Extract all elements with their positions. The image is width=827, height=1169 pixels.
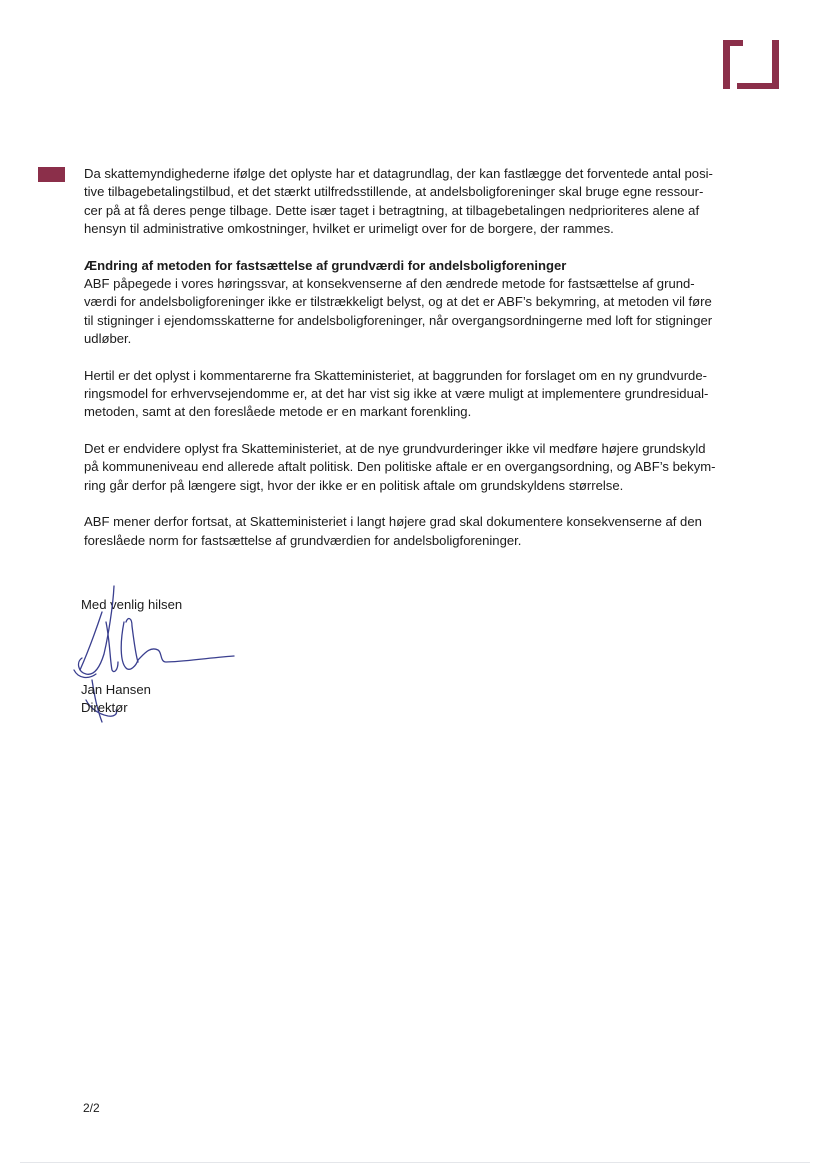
paragraph-4 — [84, 440, 724, 495]
text-line: hensyn til administrative omkostninger, hvilket er urimeligt over for de borgere, der rammes. — [84, 221, 614, 237]
text-line: cer på at få deres penge tilbage. Dette især taget i betragtning, at tilbagebetalingen nedprioriteres alene af — [84, 202, 700, 218]
text-line: foreslåede norm for fastsættelse af grundværdien for andelsboligforeninger. — [84, 532, 522, 548]
paragraph-3 — [84, 367, 724, 422]
text-line: udløber. — [84, 331, 132, 347]
text-line: Det er endvidere oplyst fra Skatteministeriet, at de nye grundvurderinger ikke vil medføre højere grundskyld — [84, 440, 706, 456]
signer-name: Jan Hansen — [81, 682, 151, 697]
text-line: ringsmodel for erhvervsejendomme er, at det har vist sig ikke at være muligt at implementere grundresidual- — [84, 386, 709, 402]
company-logo-icon — [723, 40, 779, 89]
text-line: ABF mener derfor fortsat, at Skatteministeriet i langt højere grad skal dokumentere konsekvenserne af den — [84, 514, 702, 530]
paragraph-2 — [84, 257, 724, 349]
text-line: på kommuneniveau end allerede aftalt politisk. Den politiske aftale er en overgangsordning, og ABF’s bekym- — [84, 459, 716, 475]
text-line: ring går derfor på længere sigt, hvor der ikke er en politisk aftale om grundskyldens størrelse. — [84, 477, 624, 493]
bottom-divider — [20, 1162, 810, 1163]
text-line: ABF påpegede i vores høringssvar, at konsekvenserne af den ændrede metode for fastsættelse af grund- — [84, 276, 695, 292]
section-heading: Ændring af metoden for fastsættelse af grundværdi for andelsboligforeninger — [84, 257, 567, 273]
page-number: 2/2 — [83, 1101, 100, 1115]
signer-title: Direktør — [81, 700, 128, 715]
text-line: værdi for andelsboligforeninger ikke er tilstrækkeligt belyst, og at det er ABF’s bekymring, at metoden vil føre — [84, 294, 712, 310]
text-line: Hertil er det oplyst i kommentarerne fra Skatteministeriet, at baggrunden for forslaget om en ny grundvurde- — [84, 367, 707, 383]
text-line: Da skattemyndighederne ifølge det oplyste har et datagrundlag, der kan fastlægge det forventede antal posi- — [84, 166, 713, 181]
closing-greeting: Med venlig hilsen — [81, 597, 183, 612]
section-marker — [38, 167, 65, 182]
paragraph-1 — [84, 165, 724, 239]
letter-body — [84, 165, 724, 568]
text-line: tive tilbagebetalingstilbud, et det stærkt utilfredsstillende, at andelsboligforeninger skal bruge egne ressour- — [84, 184, 704, 200]
text-line: til stigninger i ejendomsskatterne for andelsboligforeninger, når overgangsordningerne med loft for stigninger — [84, 312, 713, 328]
paragraph-5 — [84, 513, 724, 550]
text-line: metoden, samt at den foreslåede metode er en markant forenkling. — [84, 404, 472, 420]
